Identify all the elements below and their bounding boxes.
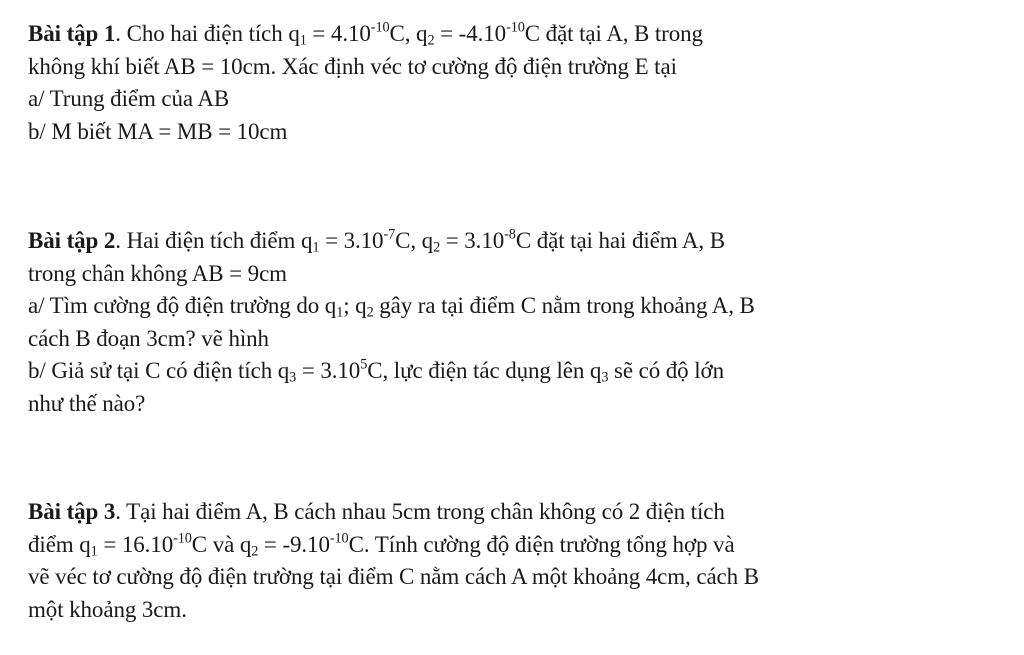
exercise-2 [28, 225, 998, 420]
text-run: C đặt tại A, B trong [524, 21, 703, 46]
text-run: . Hai điện tích điểm q [115, 228, 313, 253]
exercise-1 [28, 18, 998, 148]
text-run: = 3.10 [296, 358, 361, 383]
text-run: a/ Tìm cường độ điện trường do q [28, 293, 337, 318]
subscript: 3 [601, 369, 609, 386]
exercise-3-line-3: vẽ véc tơ cường độ điện trường tại điểm C nằm cách A một khoảng 4cm, cách B [28, 564, 759, 589]
text-run: ; q [343, 293, 367, 318]
exercise-2-title: Bài tập 2 [28, 228, 116, 253]
exercise-1-part-a: a/ Trung điểm của AB [28, 86, 230, 111]
text-run: = -4.10 [434, 21, 507, 46]
exercise-1-line-1 [28, 18, 998, 51]
text-run: = 4.10 [306, 21, 371, 46]
exercise-3 [28, 496, 998, 626]
superscript: -7 [383, 226, 396, 243]
exercise-3-line-2 [28, 529, 998, 562]
superscript: -10 [370, 19, 390, 36]
exercise-2-line-1 [28, 225, 998, 258]
text-run: C và q [191, 531, 252, 557]
exercise-1-title: Bài tập 1 [28, 21, 116, 46]
superscript: -10 [173, 530, 192, 547]
exercise-3-title: Bài tập 3 [28, 499, 116, 524]
exercise-2-part-a [28, 290, 998, 323]
superscript: 5 [360, 356, 368, 373]
exercise-3-line-1 [28, 496, 998, 529]
exercise-1-part-b: b/ M biết MA = MB = 10cm [28, 118, 288, 144]
exercise-1-line-2: không khí biết AB = 10cm. Xác định véc tơ cường độ điện trường E tại [28, 53, 677, 79]
superscript: -10 [506, 19, 525, 36]
subscript: 1 [299, 32, 307, 49]
subscript: 2 [366, 304, 374, 321]
text-run: sẽ có độ lớn [608, 358, 724, 383]
text-run: điểm q [28, 531, 91, 557]
text-run: C. Tính cường độ điện trường tổng hợp và [348, 531, 735, 557]
text-run: C đặt tại hai điểm A, B [515, 228, 725, 253]
exercise-2-part-a-cont: cách B đoạn 3cm? vẽ hình [28, 325, 269, 351]
text-run: = 3.10 [440, 228, 505, 253]
text-run: = 16.10 [97, 531, 174, 557]
text-run: C, q [389, 21, 428, 46]
text-run: = -9.10 [258, 531, 330, 557]
text-run: b/ Giả sử tại C có điện tích q [28, 358, 290, 383]
superscript: -8 [504, 226, 516, 243]
subscript: 2 [251, 543, 259, 560]
text-run: gây ra tại điểm C nằm trong khoảng A, B [373, 293, 755, 318]
text-run: C, lực điện tác dụng lên q [367, 358, 602, 383]
exercise-2-part-b-cont: như thế nào? [28, 390, 146, 416]
exercise-2-line-2: trong chân không AB = 9cm [28, 260, 287, 286]
subscript: 2 [427, 32, 435, 49]
subscript: 1 [336, 304, 344, 321]
exercise-2-part-b [28, 355, 998, 388]
subscript: 2 [433, 239, 441, 256]
superscript: -10 [329, 530, 349, 547]
text-run: . Cho hai điện tích q [115, 21, 300, 46]
text-run: = 3.10 [319, 228, 384, 253]
subscript: 1 [90, 543, 98, 560]
subscript: 3 [289, 369, 297, 386]
subscript: 1 [312, 239, 320, 256]
exercise-3-line-4: một khoảng 3cm. [28, 596, 187, 622]
text-run: . Tại hai điểm A, B cách nhau 5cm trong chân không có 2 điện tích [115, 499, 725, 524]
text-run: C, q [395, 228, 434, 253]
